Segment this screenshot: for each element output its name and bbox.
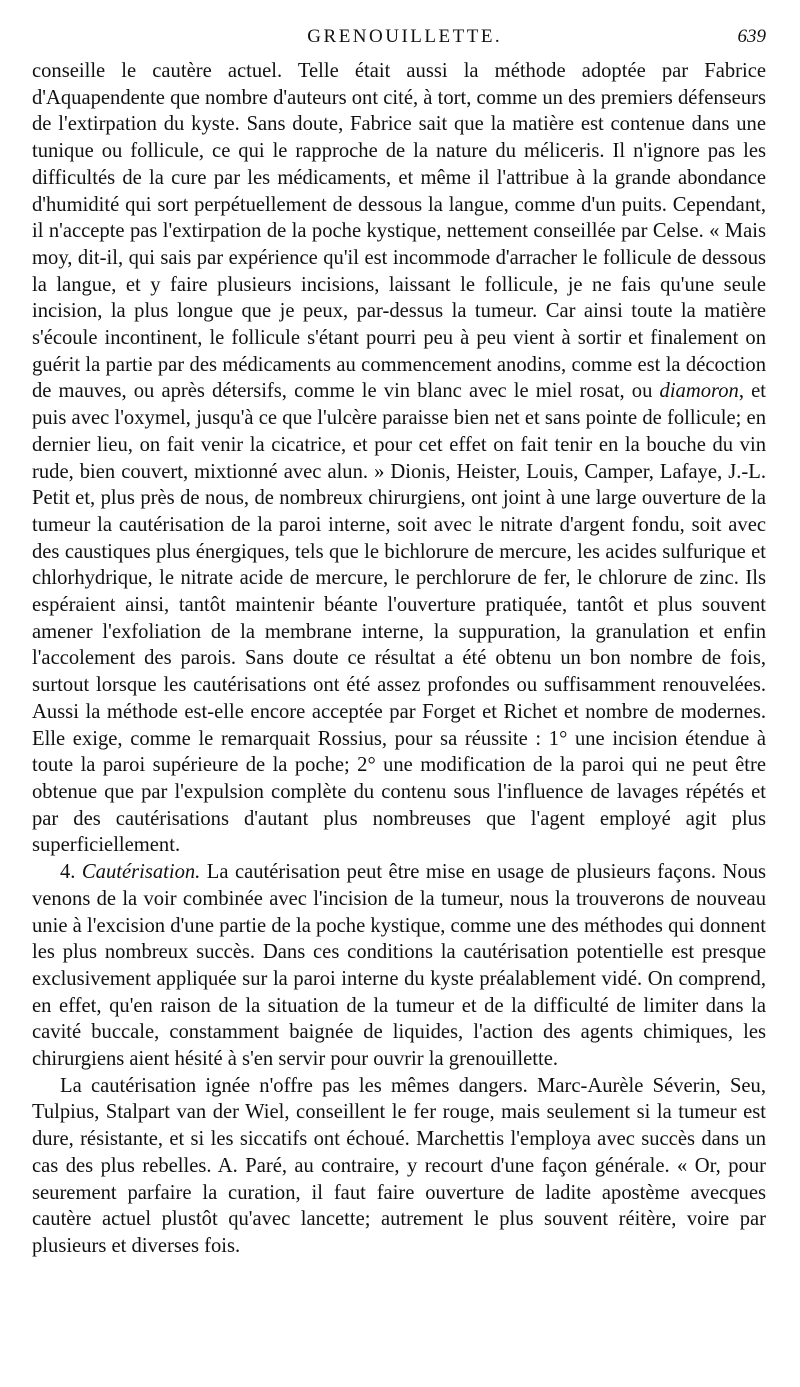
section-heading-cauterisation: Cautérisation. xyxy=(81,861,201,884)
page-number: 639 xyxy=(737,26,766,47)
text-run: La cautérisation ignée n'offre pas les mêmes dangers. Marc-Aurèle Séverin, Seu, Tulpius, Stalpart van der Wiel, conseillent le fer rouge, mais seulement si la tumeur est dure, résistante, et si les siccatifs ont échoué. Marchettis l'employa avec succès dans un cas des plus rebelles. A. Paré, au contraire, y recourt d'une façon générale. « Or, pour seurement parfaire la curation, il faut faire ouverture de ladite apostème avecques cautère actuel plustôt qu'avec lancette; autrement le plus souvent réitère, voire par plusieurs et diverses fois. xyxy=(32,1074,766,1257)
section-number: 4. xyxy=(60,861,82,884)
page-header xyxy=(32,26,766,58)
page xyxy=(32,26,766,1260)
paragraph-2 xyxy=(32,859,766,1073)
italic-term-diamoron: diamoron xyxy=(659,380,739,403)
running-head: GRENOUILLETTE. xyxy=(307,26,503,47)
text-run: La cautérisation peut être mise en usage de plusieurs façons. Nous venons de la voir combinée avec l'incision de la tumeur, nous la trouverons de nouveau unie à l'excision d'une partie de la poche kystique, comme une des méthodes qui donnent les plus nombreux succès. Dans ces conditions la cautérisation potentielle est presque exclusivement appliquée sur la paroi interne du kyste préalablement vidé. On comprend, en effet, qu'en raison de la situation de la tumeur et de la difficulté de limiter dans la cavité buccale, constamment baignée de liquides, l'action des agents chimiques, les chirurgiens aient hésité à s'en servir pour ouvrir la grenouillette. xyxy=(32,861,766,1071)
paragraph-1 xyxy=(32,58,766,859)
paragraph-3 xyxy=(32,1073,766,1260)
text-run: conseille le cautère actuel. Telle était aussi la méthode adoptée par Fabrice d'Aquapendente que nombre d'auteurs ont cité, à tort, comme un des premiers défenseurs de l'extirpation du kyste. Sans doute, Fabrice sait que la matière est contenue dans une tunique ou follicule, ce qui le rapproche de la nature du méliceris. Il n'ignore pas les difficultés de la cure par les médicaments, et même il l'attribue à la grande abondance d'humidité qui sort perpétuellement de dessous la langue, comme d'un puits. Cependant, il n'accepte pas l'extirpation de la poche kystique, nettement conseillée par Celse. « Mais moy, dit-il, qui sais par expérience qu'il est incommode d'arracher le follicule de dessous la langue, et y faire plusieurs incisions, laissant le follicule, je ne fais qu'une seule incision, la plus longue que je peux, par-dessus la tumeur. Car ainsi toute la matière s'écoule incontinent, le follicule s'étant pourri peu à peu vient à sortir et finalement on guérit la partie par des médicaments au commencement anodins, comme est la décoction de mauves, ou après détersifs, comme le vin blanc avec le miel rosat, ou xyxy=(32,60,766,403)
body-text xyxy=(32,58,766,1260)
text-run: , et puis avec l'oxymel, jusqu'à ce que l'ulcère paraisse bien net et sans pointe de follicule; en dernier lieu, on fait venir la cicatrice, et pour cet effet on fait tenir en la bouche du vin rude, bien couvert, mixtionné avec alun. » Dionis, Heister, Louis, Camper, Lafaye, J.-L. Petit et, plus près de nous, de nombreux chirurgiens, ont joint à une large ouverture de la tumeur la cautérisation de la paroi interne, soit avec le nitrate d'argent fondu, soit avec des caustiques plus énergiques, tels que le bichlorure de mercure, les acides sulfurique et chlorhydrique, le nitrate acide de mercure, le perchlorure de fer, le chlorure de zinc. Ils espéraient ainsi, tantôt maintenir béante l'ouverture pratiquée, tantôt et plus souvent amener l'exfoliation de la membrane interne, la suppuration, la granulation et enfin l'accolement des parois. Sans doute ce résultat a été obtenu un bon nombre de fois, surtout lorsque les cautérisations ont été assez profondes ou suffisamment renouvelées. Aussi la méthode est-elle encore acceptée par Forget et Richet et nombre de modernes. Elle exige, comme le remarquait Rossius, pour sa réussite : 1° une incision étendue à toute la paroi supérieure de la poche; 2° une modification de la paroi qui ne peut être obtenue que par l'expulsion complète du contenu sous l'influence de lavages répétés et par des cautérisations d'autant plus nombreuses que l'agent employé agit plus superficiellement. xyxy=(32,380,766,857)
